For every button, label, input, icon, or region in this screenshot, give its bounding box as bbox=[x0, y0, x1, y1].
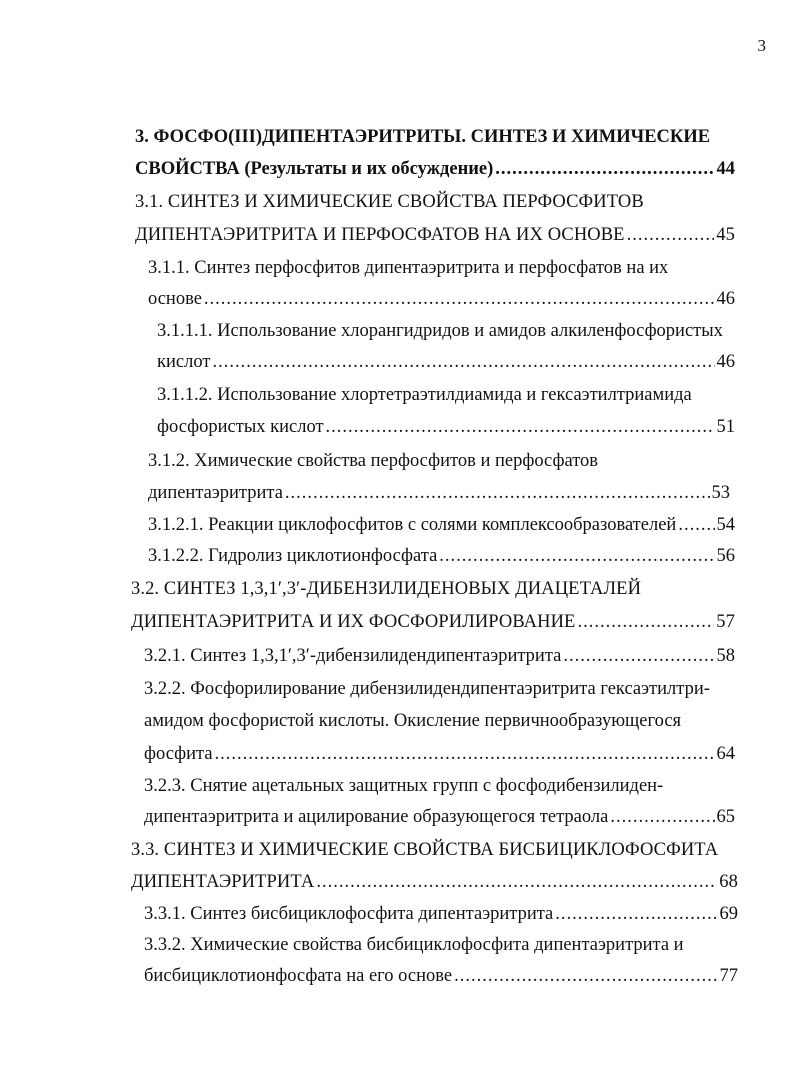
leader-dots bbox=[326, 416, 715, 438]
leader-dots bbox=[678, 514, 714, 536]
page-number: 3 bbox=[757, 36, 766, 55]
leader-dots bbox=[563, 645, 714, 667]
toc-entry-3-1-2-1-page: 54 bbox=[716, 515, 735, 535]
toc-entry-3-1-2-2 bbox=[148, 545, 735, 567]
toc-entry-3-2-title: ДИПЕНТАЭРИТРИТА И ИХ ФОСФОРИЛИРОВАНИЕ bbox=[131, 612, 576, 632]
toc-entry-3-1-2-page: 53 bbox=[711, 483, 730, 503]
toc-entry-3-2-1-page: 58 bbox=[716, 646, 735, 666]
toc-entry-3-1-1-1-title: кислот bbox=[157, 352, 211, 372]
toc-entry-3-3-title: ДИПЕНТАЭРИТРИТА bbox=[131, 872, 315, 892]
leader-dots bbox=[204, 288, 715, 310]
toc-entry-3-1-1-2-page: 51 bbox=[716, 417, 735, 437]
toc-entry-3-2-3-page: 65 bbox=[716, 807, 735, 827]
leader-dots bbox=[439, 545, 714, 567]
toc-entry-3-1-page: 45 bbox=[716, 225, 735, 245]
toc-entry-3-2-3-line1: 3.2.3. Снятие ацетальных защитных групп с фосфодибензилиден- bbox=[144, 776, 664, 796]
toc-entry-3-3-1-title: 3.3.1. Синтез бисбициклофосфита дипентаэритрита bbox=[144, 904, 554, 924]
toc-entry-3-1-2-1-title: 3.1.2.1. Реакции циклофосфитов с солями комплексообразователей bbox=[148, 515, 677, 535]
leader-dots bbox=[627, 224, 715, 246]
toc-entry-3-1-2-line1: 3.1.2. Химические свойства перфосфитов и перфосфатов bbox=[148, 451, 599, 471]
toc-entry-3-2-2-page: 64 bbox=[716, 744, 735, 764]
toc-entry-3-1-1-1 bbox=[157, 351, 735, 373]
toc-entry-3-2-page: 57 bbox=[716, 612, 735, 632]
toc-entry-3-2-1-title: 3.2.1. Синтез 1,3,1′,3′-дибензилидендипентаэритрита bbox=[144, 646, 562, 666]
toc-entry-3-1-line1: 3.1. СИНТЕЗ И ХИМИЧЕСКИЕ СВОЙСТВА ПЕРФОСФИТОВ bbox=[135, 192, 644, 212]
toc-entry-3-3-2-title: бисбициклотионфосфата на его основе bbox=[144, 966, 453, 986]
toc-entry-3-2-2-line2: амидом фосфористой кислоты. Окисление первичнообразующегося bbox=[144, 711, 682, 731]
toc-entry-3-1 bbox=[135, 224, 735, 246]
leader-dots bbox=[610, 806, 714, 828]
toc-entry-3-1-2-2-page: 56 bbox=[716, 546, 735, 566]
toc-entry-3-3-2-page: 77 bbox=[719, 966, 738, 986]
toc-entry-3 bbox=[135, 158, 735, 180]
leader-dots bbox=[495, 158, 714, 180]
toc-entry-3-1-1-title: основе bbox=[148, 289, 202, 309]
leader-dots bbox=[577, 611, 714, 633]
toc-entry-3-2-2 bbox=[144, 743, 735, 765]
toc-entry-3-1-1-1-page: 46 bbox=[716, 352, 735, 372]
toc-entry-3-2-1 bbox=[144, 645, 735, 667]
toc-entry-3-2-3 bbox=[144, 806, 735, 828]
toc-entry-3-1-1 bbox=[148, 288, 735, 310]
toc-entry-3-1-2 bbox=[148, 482, 730, 504]
toc-entry-3-1-1-page: 46 bbox=[716, 289, 735, 309]
toc-entry-3-2-3-title: дипентаэритрита и ацилирование образующегося тетраола bbox=[144, 807, 609, 827]
toc-entry-3-3-2 bbox=[144, 965, 738, 987]
leader-dots bbox=[212, 351, 714, 373]
toc-entry-3-1-title: ДИПЕНТАЭРИТРИТА И ПЕРФОСФАТОВ НА ИХ ОСНОВЕ bbox=[135, 225, 625, 245]
toc-entry-3-2-line1: 3.2. СИНТЕЗ 1,3,1′,3′-ДИБЕНЗИЛИДЕНОВЫХ ДИАЦЕТАЛЕЙ bbox=[131, 579, 642, 599]
toc-entry-3-3-2-line1: 3.3.2. Химические свойства бисбициклофосфита дипентаэритрита и bbox=[144, 935, 684, 955]
toc-entry-3-title: СВОЙСТВА (Результаты и их обсуждение) bbox=[135, 159, 494, 179]
toc-entry-3-1-1-2 bbox=[157, 416, 735, 438]
toc-entry-3-page: 44 bbox=[716, 159, 735, 179]
toc-entry-3-3-1-page: 69 bbox=[719, 904, 738, 924]
toc-entry-3-1-2-title: дипентаэритрита bbox=[148, 483, 283, 503]
leader-dots bbox=[454, 965, 717, 987]
toc-entry-3-3-line1: 3.3. СИНТЕЗ И ХИМИЧЕСКИЕ СВОЙСТВА БИСБИЦИКЛОФОСФИТА bbox=[131, 840, 719, 860]
toc-entry-3-1-1-1-line1: 3.1.1.1. Использование хлорангидридов и амидов алкиленфосфористых bbox=[157, 321, 723, 341]
toc-entry-3-3 bbox=[131, 871, 738, 893]
toc-entry-3-3-1 bbox=[144, 903, 738, 925]
toc-entry-3-2-2-line1: 3.2.2. Фосфорилирование дибензилидендипентаэритрита гексаэтилтри- bbox=[144, 679, 710, 699]
leader-dots bbox=[285, 482, 710, 504]
toc-entry-3-1-2-2-title: 3.1.2.2. Гидролиз циклотионфосфата bbox=[148, 546, 438, 566]
toc-entry-3-1-1-line1: 3.1.1. Синтез перфосфитов дипентаэритрита и перфосфатов на их bbox=[148, 258, 669, 278]
leader-dots bbox=[555, 903, 717, 925]
leader-dots bbox=[215, 743, 715, 765]
toc-entry-3-1-2-1 bbox=[148, 514, 735, 536]
toc-entry-3-1-1-2-title: фосфористых кислот bbox=[157, 417, 324, 437]
toc-entry-3-3-page: 68 bbox=[719, 872, 738, 892]
leader-dots bbox=[316, 871, 717, 893]
toc-entry-3-2-2-title: фосфита bbox=[144, 744, 213, 764]
toc-entry-3-line1: 3. ФОСФО(III)ДИПЕНТАЭРИТРИТЫ. СИНТЕЗ И ХИМИЧЕСКИЕ bbox=[135, 127, 711, 147]
toc-entry-3-2 bbox=[131, 611, 735, 633]
toc-entry-3-1-1-2-line1: 3.1.1.2. Использование хлортетраэтилдиамида и гексаэтилтриамида bbox=[157, 385, 692, 405]
